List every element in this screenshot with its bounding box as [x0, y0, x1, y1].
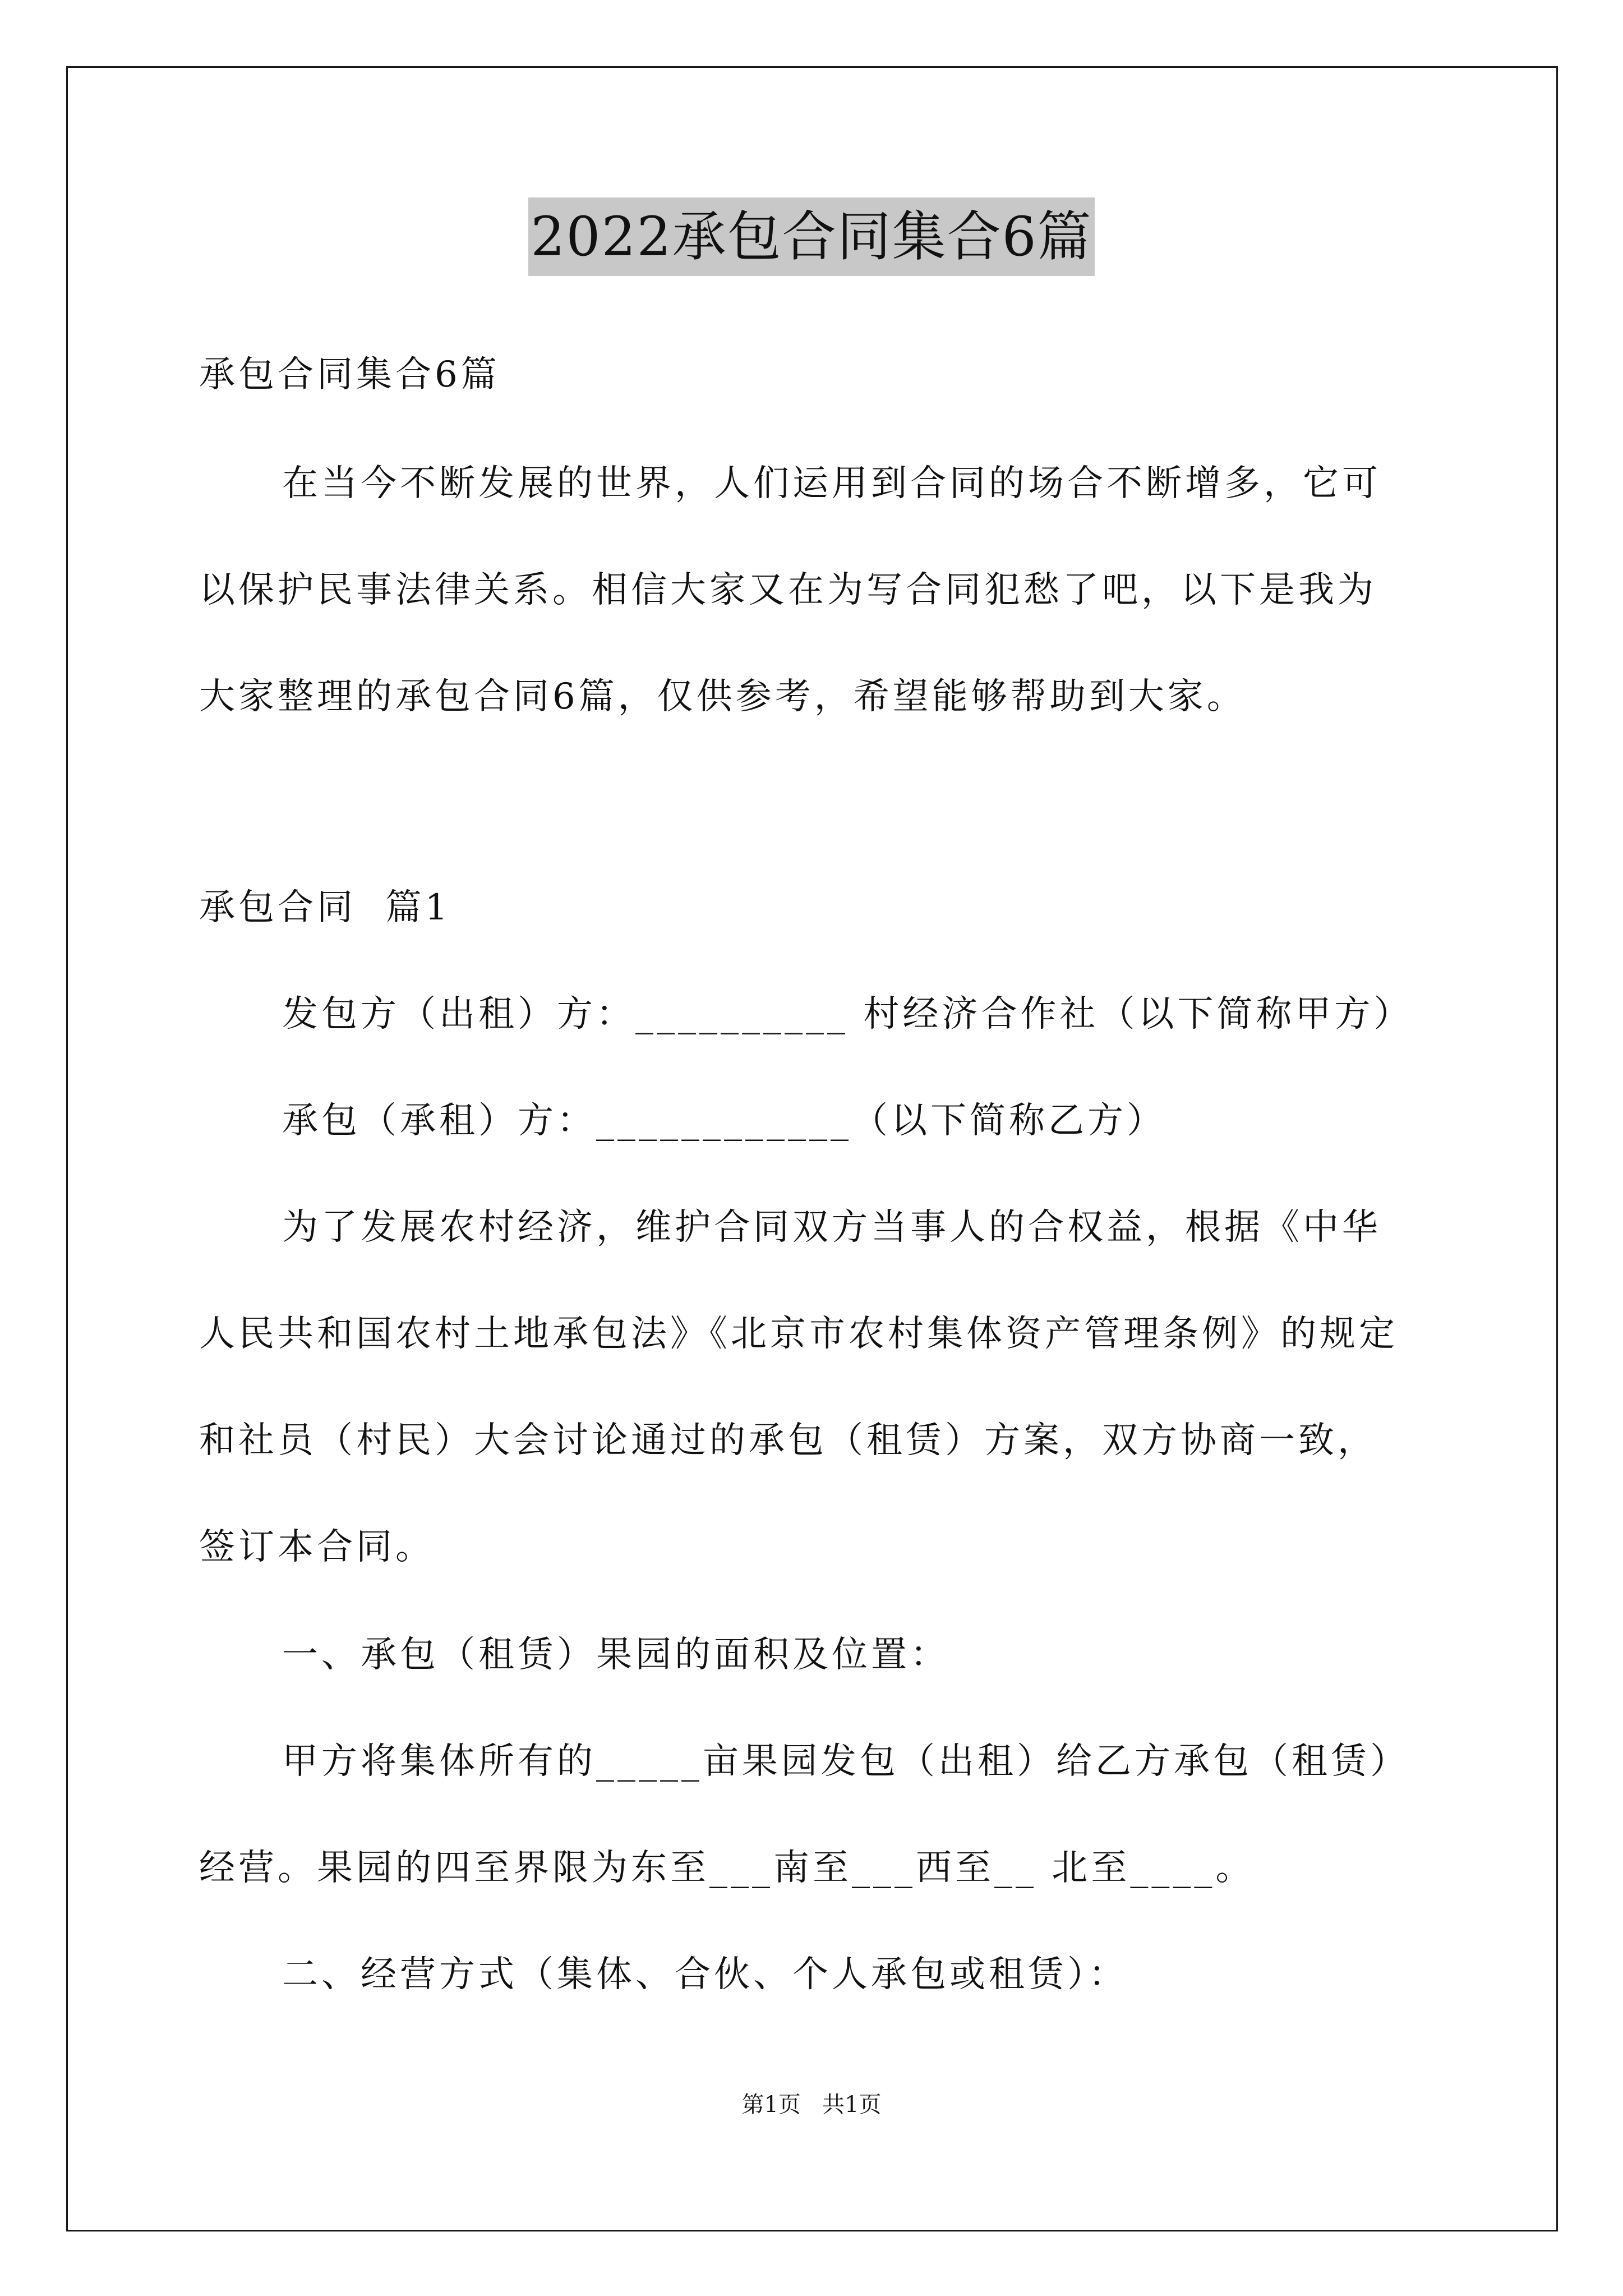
- clause1-heading: 一、承包（租赁）果园的面积及位置：: [282, 1634, 949, 1676]
- document-title: 2022承包合同集合6篇: [528, 197, 1094, 276]
- purpose-line-4: 签订本合同。: [199, 1526, 435, 1568]
- title-container: [0, 197, 1623, 276]
- page-footer: 第1页 共1页: [741, 2092, 882, 2118]
- intro-line-3: 大家整理的承包合同6篇，仅供参考，希望能够帮助到大家。: [199, 676, 1246, 717]
- party-a-line: 发包方（出租）方：__________ 村经济合作社（以下简称甲方）: [282, 993, 1413, 1035]
- intro-line-2: 以保护民事法律关系。相信大家又在为写合同犯愁了吧，以下是我为: [199, 569, 1377, 611]
- party-b-line: 承包（承租）方：____________（以下简称乙方）: [282, 1100, 1166, 1142]
- intro-line-1: 在当今不断发展的世界，人们运用到合同的场合不断增多，它可: [282, 463, 1381, 504]
- document-subtitle: 承包合同集合6篇: [199, 354, 500, 395]
- clause1-body-line-1: 甲方将集体所有的_____亩果园发包（出租）给乙方承包（租赁）: [282, 1741, 1409, 1782]
- clause1-body-line-2: 经营。果园的四至界限为东至___南至___西至__ 北至____。: [199, 1847, 1255, 1889]
- clause2-heading: 二、经营方式（集体、合伙、个人承包或租赁）：: [282, 1954, 1128, 1995]
- purpose-line-1: 为了发展农村经济，维护合同双方当事人的合权益，根据《中华: [282, 1207, 1381, 1248]
- purpose-line-2: 人民共和国农村土地承包法》《北京市农村集体资产管理条例》的规定: [199, 1313, 1398, 1355]
- purpose-line-3: 和社员（村民）大会讨论通过的承包（租赁）方案，双方协商一致，: [199, 1420, 1377, 1461]
- section-heading: 承包合同 篇1: [199, 887, 451, 928]
